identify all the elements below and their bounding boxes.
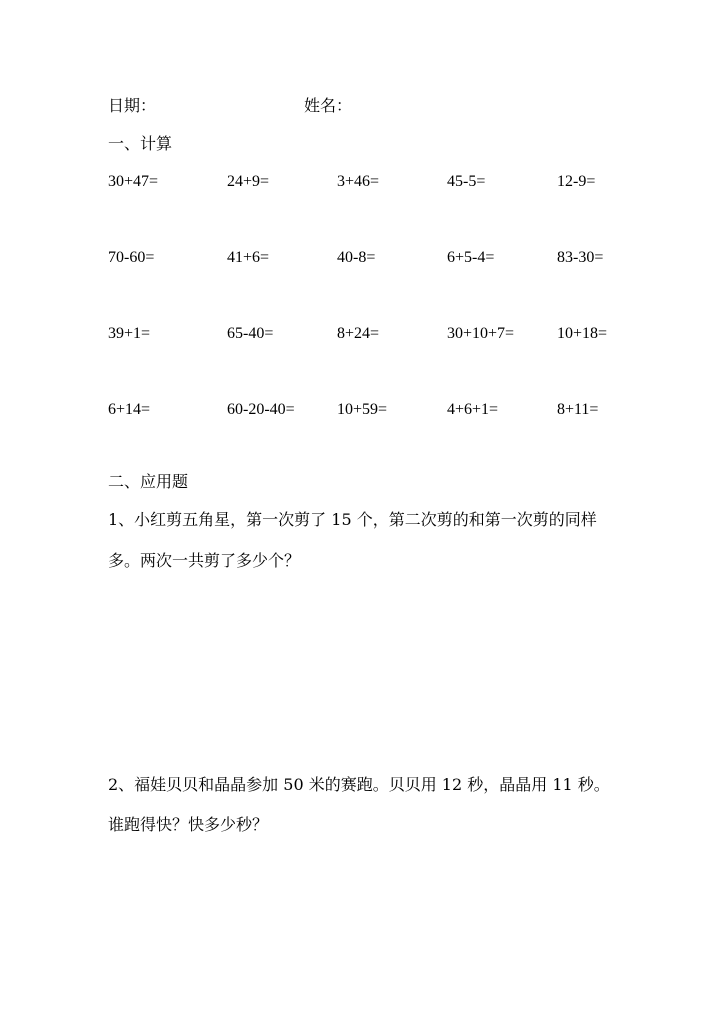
calc-problem: 8+11= <box>557 401 599 418</box>
word-problem-line: 多。两次一共剪了多少个？ <box>108 551 301 570</box>
calc-problem: 4+6+1= <box>447 401 499 418</box>
calc-problem: 65-40= <box>227 325 274 342</box>
calculation-row <box>108 324 668 400</box>
calc-problem: 70-60= <box>108 249 155 266</box>
word-problem-1 <box>108 510 628 571</box>
calculation-row <box>108 400 668 476</box>
calc-problem: 8+24= <box>337 325 380 342</box>
calc-problem: 30+10+7= <box>447 325 515 342</box>
calc-problem: 30+47= <box>108 173 159 190</box>
word-problem-2 <box>108 775 628 835</box>
date-label: 日期： <box>108 96 157 115</box>
calc-problem: 10+59= <box>337 401 388 418</box>
section-word-problems-title: 二、应用题 <box>108 472 189 491</box>
calc-problem: 45-5= <box>447 173 486 190</box>
calc-problem: 24+9= <box>227 173 270 190</box>
section-calculation-title: 一、计算 <box>108 134 173 153</box>
calc-problem: 40-8= <box>337 249 376 266</box>
calculation-grid <box>108 172 668 476</box>
calc-problem: 6+14= <box>108 401 151 418</box>
calc-problem: 39+1= <box>108 325 151 342</box>
calc-problem: 6+5-4= <box>447 249 495 266</box>
calc-problem: 3+46= <box>337 173 380 190</box>
calc-problem: 12-9= <box>557 173 596 190</box>
calc-problem: 41+6= <box>227 249 270 266</box>
calc-problem: 83-30= <box>557 249 604 266</box>
calculation-row <box>108 248 668 324</box>
calc-problem: 60-20-40= <box>227 401 295 418</box>
word-problem-line: 谁跑得快？快多少秒？ <box>108 815 269 834</box>
word-problem-line: 2、福娃贝贝和晶晶参加 50 米的赛跑。贝贝用 12 秒，晶晶用 11 秒。 <box>108 775 610 794</box>
calculation-row <box>108 172 668 248</box>
word-problem-line: 1、小红剪五角星，第一次剪了 15 个，第二次剪的和第一次剪的同样 <box>108 510 597 529</box>
name-label: 姓名： <box>304 96 353 115</box>
calc-problem: 10+18= <box>557 325 608 342</box>
